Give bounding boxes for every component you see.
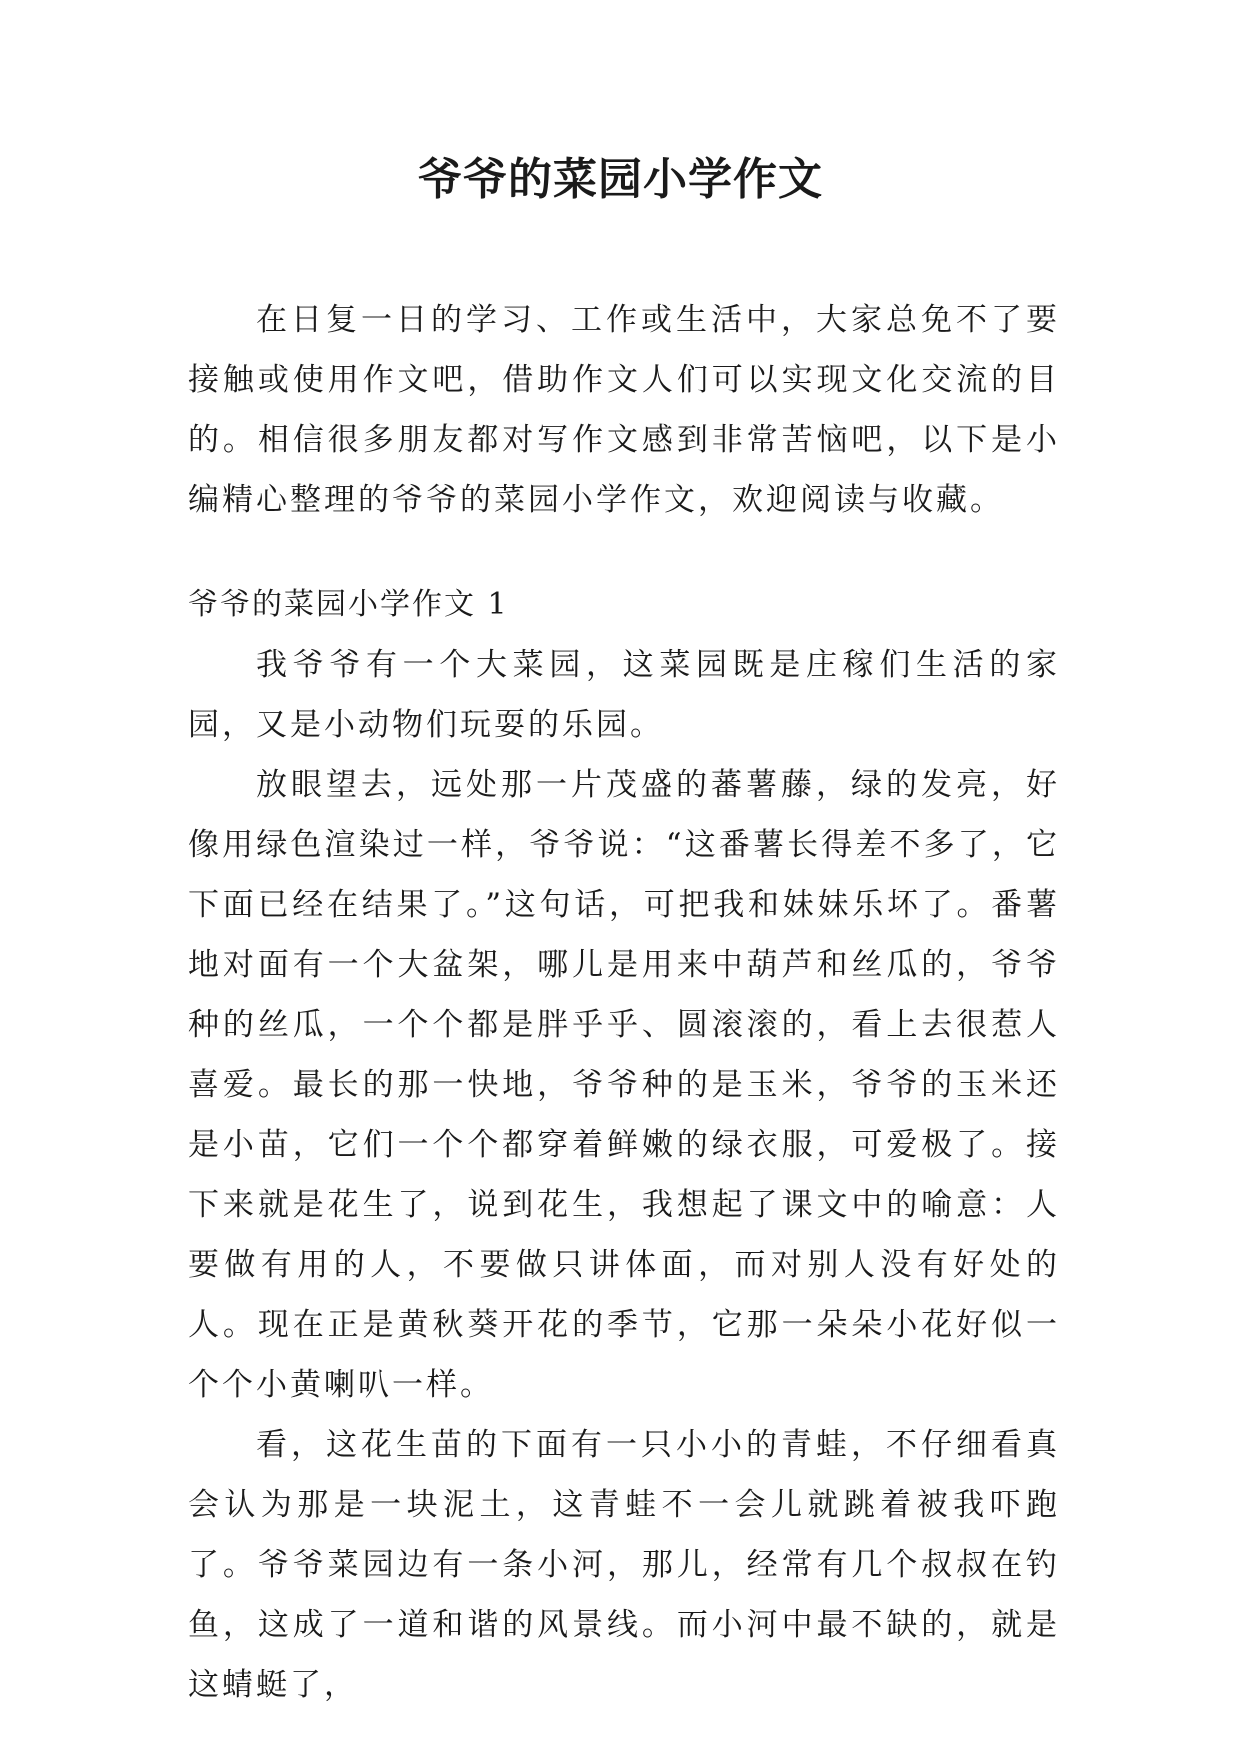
section-heading: 爷爷的菜园小学作文 1 xyxy=(188,587,509,622)
intro-block xyxy=(188,290,1060,530)
section-paragraph-2: 放眼望去，远处那一片茂盛的蕃薯藤，绿的发亮，好像用绿色渲染过一样，爷爷说：“这番薯长得差不多了，它下面已经在结果了。”这句话，可把我和妹妹乐坏了。番薯地对面有一个大盆架，哪儿是用来中葫芦和丝瓜的，爷爷种的丝瓜，一个个都是胖乎乎、圆滚滚的，看上去很惹人喜爱。最长的那一快地，爷爷种的是玉米，爷爷的玉米还是小苗，它们一个个都穿着鲜嫩的绿衣服，可爱极了。接下来就是花生了，说到花生，我想起了课文中的喻意：人要做有用的人，不要做只讲体面，而对别人没有好处的人。现在正是黄秋葵开花的季节，它那一朵朵小花好似一个个小黄喇叭一样。 xyxy=(188,767,1060,1403)
section-paragraph-3: 看，这花生苗的下面有一只小小的青蛙，不仔细看真会认为那是一块泥土，这青蛙不一会儿就跳着被我吓跑了。爷爷菜园边有一条小河，那儿，经常有几个叔叔在钓鱼，这成了一道和谐的风景线。而小河中最不缺的，就是这蜻蜓了， xyxy=(188,1427,1060,1703)
section-paragraph-1: 我爷爷有一个大菜园，这菜园既是庄稼们生活的家园，又是小动物们玩耍的乐园。 xyxy=(188,647,1060,743)
section-1 xyxy=(188,575,1060,1715)
document-title: 爷爷的菜园小学作文 xyxy=(418,154,823,205)
intro-paragraph: 在日复一日的学习、工作或生活中，大家总免不了要接触或使用作文吧，借助作文人们可以实现文化交流的目的。相信很多朋友都对写作文感到非常苦恼吧，以下是小编精心整理的爷爷的菜园小学作文，欢迎阅读与收藏。 xyxy=(188,302,1060,518)
